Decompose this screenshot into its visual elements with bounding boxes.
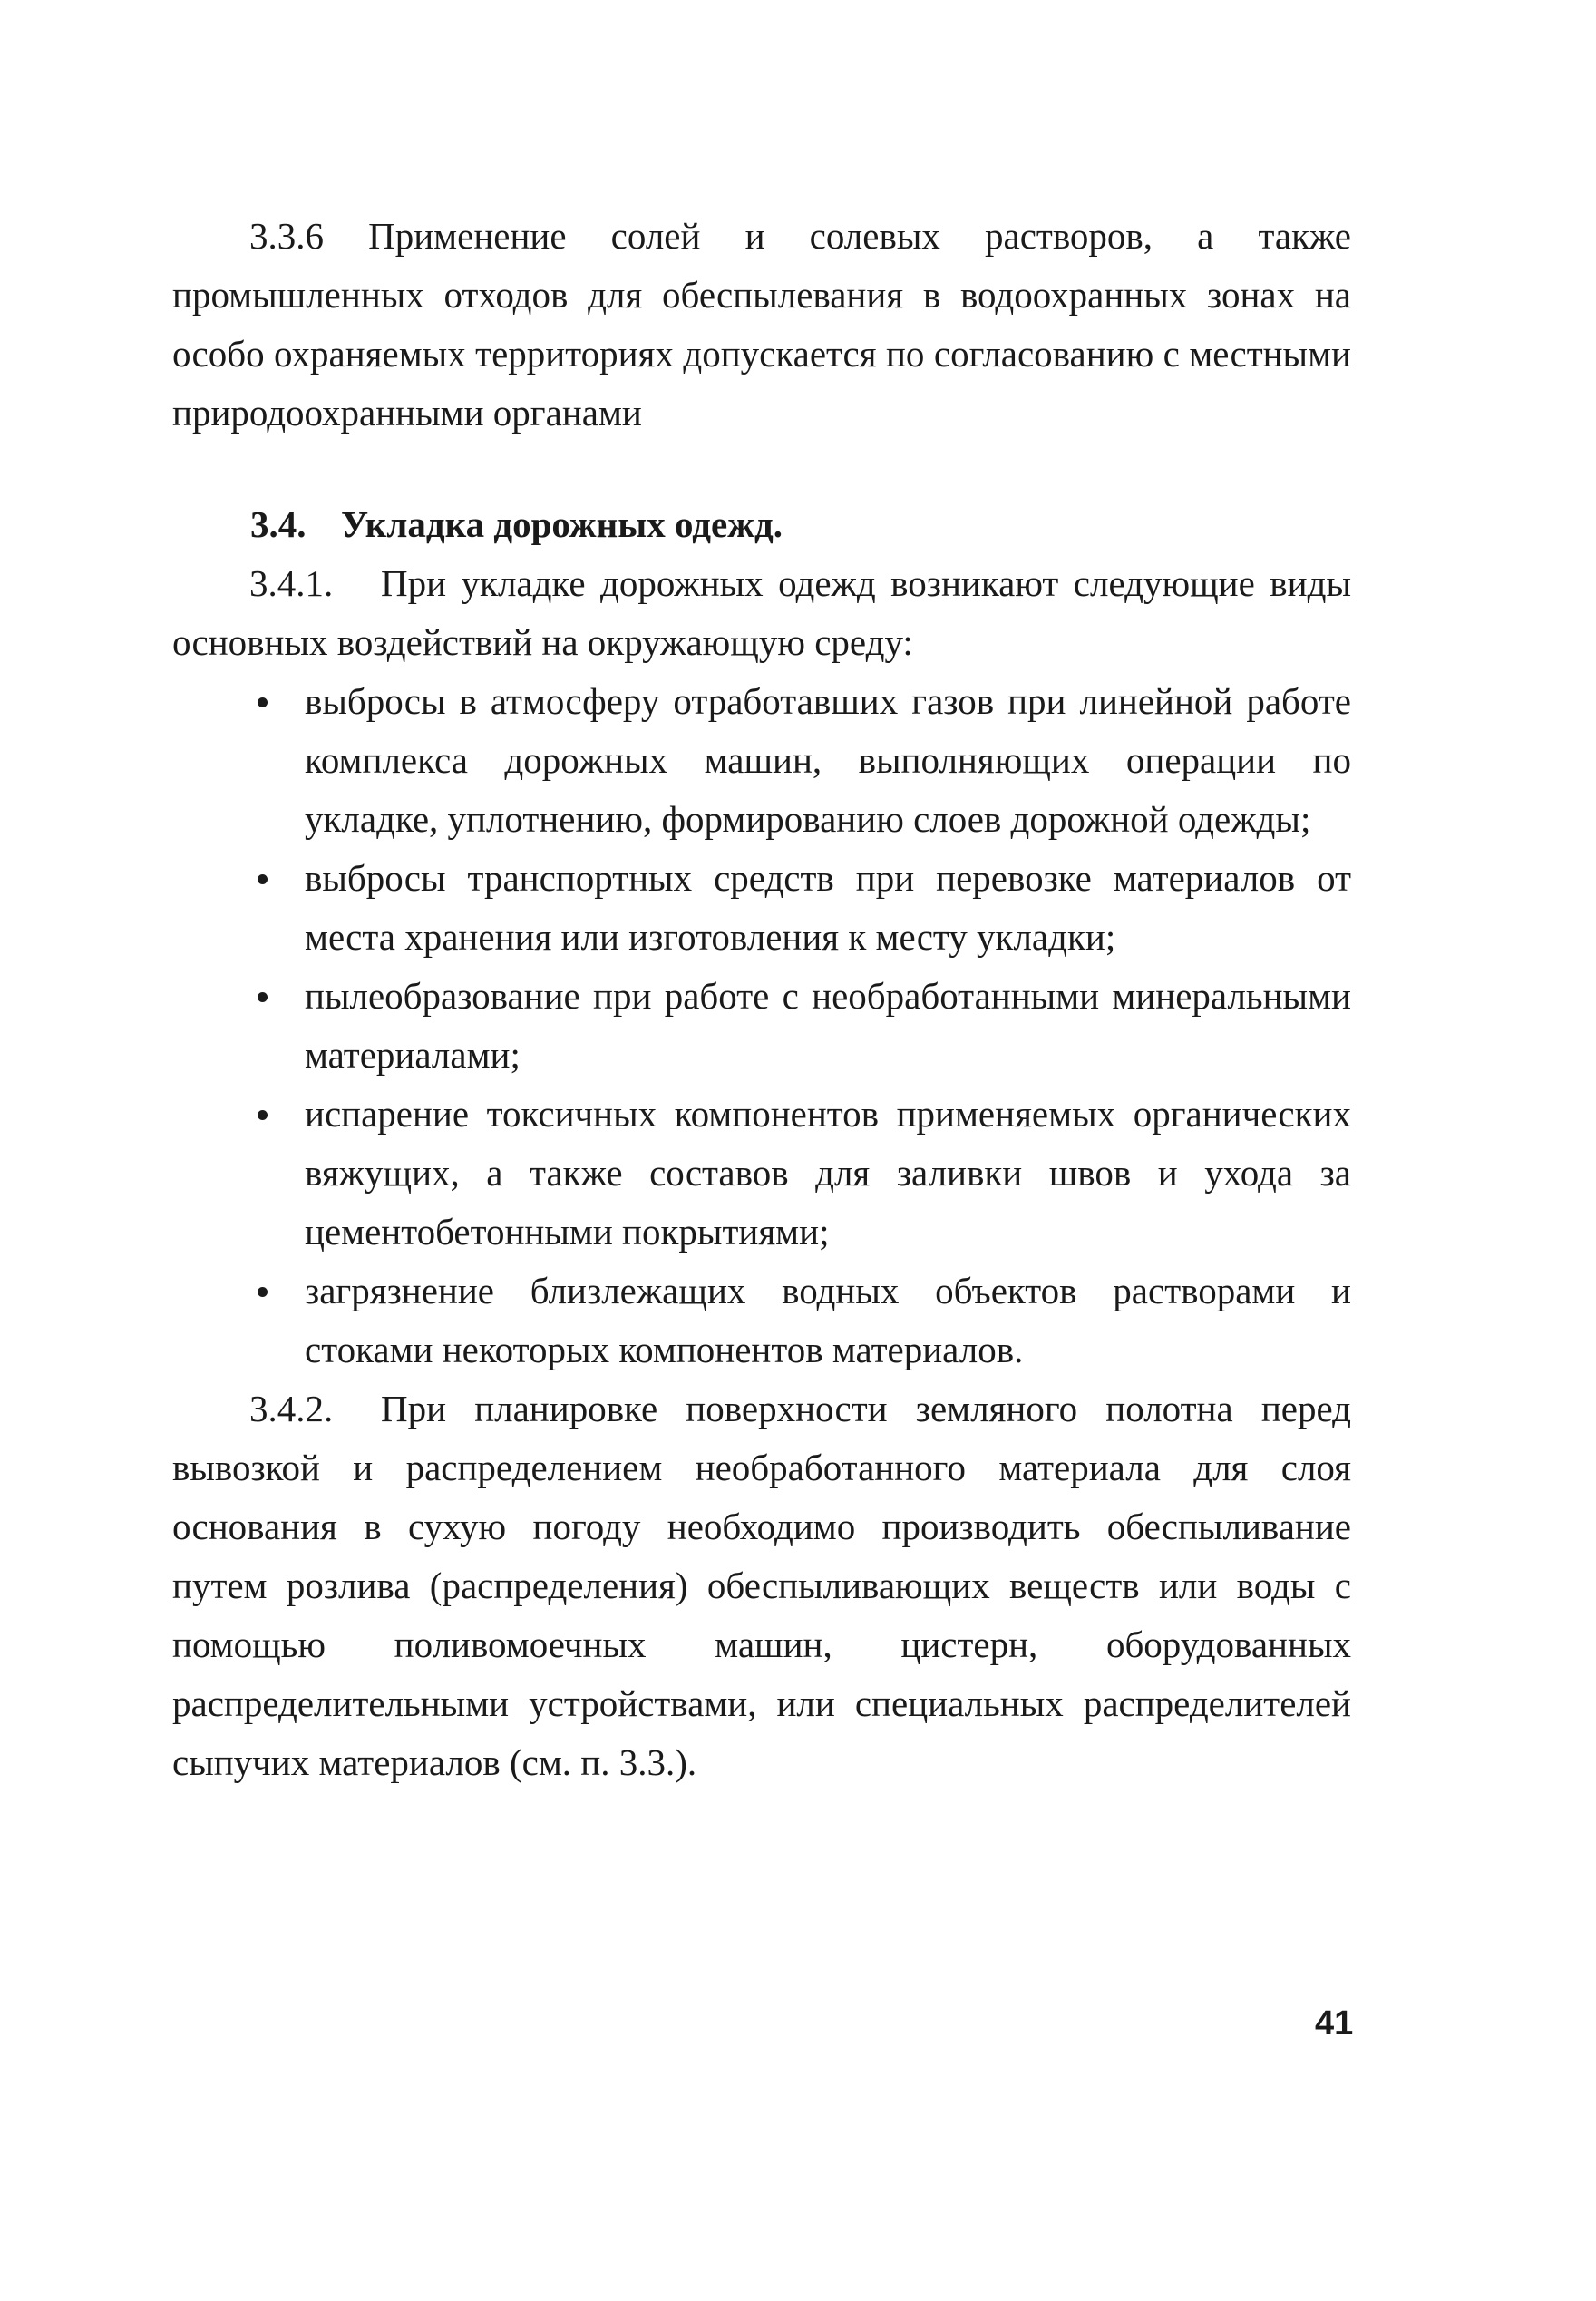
list-item-text: испарение токсичных компонентов применяемых органических вяжущих, а также составов для заливки швов и ухода за цементобетонными покрытиями;: [305, 1093, 1351, 1253]
paragraph-3-4-2: [172, 1380, 1351, 1792]
list-item: [250, 849, 1351, 967]
list-item: [250, 672, 1351, 849]
paragraph-3-3-6-text: 3.3.6 Применение солей и солевых растворов, а также промышленных отходов для обеспылевания в водоохранных зонах на особо охраняемых территориях допускается по согласованию с местными природоохранными органами: [172, 215, 1351, 434]
list-item: [250, 967, 1351, 1085]
paragraph-3-4-2-number: 3.4.2.: [249, 1388, 334, 1429]
paragraph-3-4-1-number: 3.4.1.: [249, 562, 334, 604]
bullet-icon: [258, 1110, 268, 1120]
impact-list: [250, 672, 1351, 1380]
paragraph-3-4-2-text: При планировке поверхности земляного полотна перед вывозкой и распределением необработанного материала для слоя основания в сухую погоду необходимо производить обеспыливание путем розлива (распределения) обеспыливающих веществ или воды с помощью поливомоечных машин, цистерн, оборудованных распределительными устройствами, или специальных распределителей сыпучих материалов (см. п. 3.3.).: [172, 1388, 1351, 1783]
paragraph-3-4-1: [172, 554, 1351, 672]
bullet-icon: [258, 697, 268, 707]
section-title: Укладка дорожных одежд.: [341, 503, 783, 545]
list-item: [250, 1262, 1351, 1380]
paragraph-3-3-6: [172, 207, 1351, 443]
bullet-icon: [258, 1287, 268, 1297]
list-item-text: загрязнение близлежащих водных объектов растворами и стоками некоторых компонентов материалов.: [305, 1270, 1351, 1370]
list-item: [250, 1085, 1351, 1262]
paragraph-3-4-1-text: При укладке дорожных одежд возникают следующие виды основных воздействий на окружающую среду:: [172, 562, 1351, 663]
bullet-icon: [258, 992, 268, 1002]
list-item-text: выбросы транспортных средств при перевозке материалов от места хранения или изготовления к месту укладки;: [305, 857, 1351, 958]
list-item-text: пылеобразование при работе с необработанными минеральными материалами;: [305, 975, 1351, 1076]
list-item-text: выбросы в атмосферу отработавших газов при линейной работе комплекса дорожных машин, выполняющих операции по укладке, уплотнению, формированию слоев дорожной одежды;: [305, 680, 1351, 840]
bullet-icon: [258, 874, 268, 884]
page-number: 41: [1315, 2004, 1354, 2043]
section-number: 3.4.: [250, 503, 307, 545]
section-heading: [250, 495, 783, 554]
